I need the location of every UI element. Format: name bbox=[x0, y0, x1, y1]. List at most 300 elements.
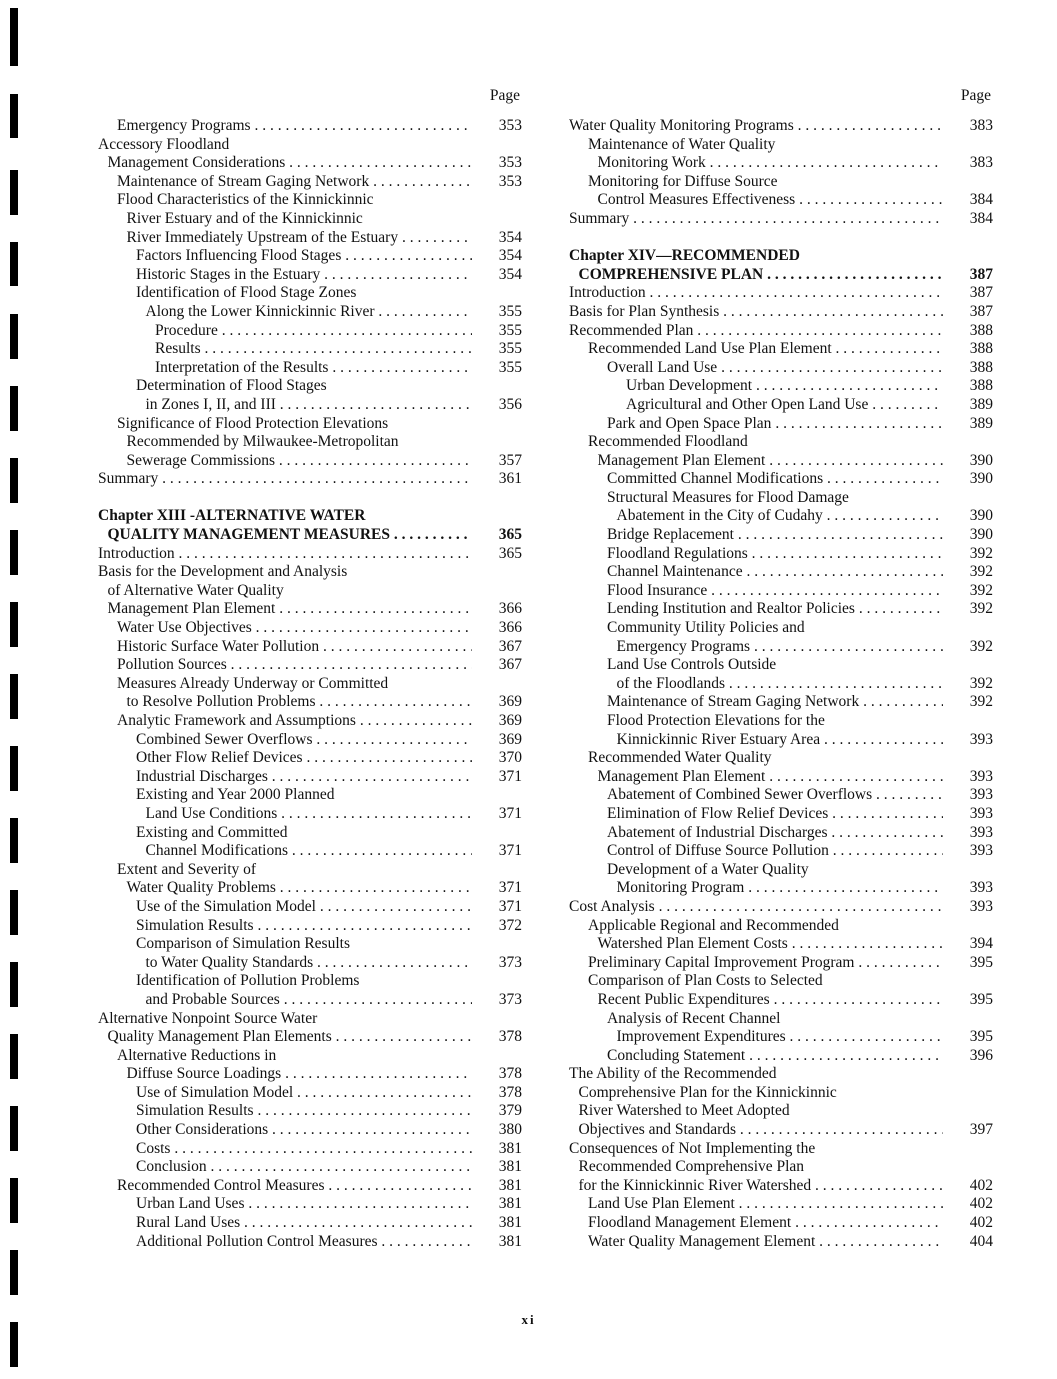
binding-mark bbox=[10, 1250, 18, 1295]
toc-entry-title: Recommended Comprehensive Plan bbox=[578, 1158, 805, 1176]
toc-entry-title: Control Measures Effectiveness . . . bbox=[569, 191, 943, 210]
toc-entry-page: 392 bbox=[949, 545, 993, 564]
toc-entry bbox=[98, 1010, 522, 1029]
toc-entry-page: 393 bbox=[949, 879, 993, 898]
toc-entry bbox=[98, 842, 522, 861]
binding-mark bbox=[10, 170, 18, 215]
toc-entry bbox=[98, 1214, 522, 1233]
toc-entry bbox=[98, 191, 522, 210]
toc-entry bbox=[98, 303, 522, 322]
toc-entry-page: 387 bbox=[949, 266, 993, 285]
toc-entry-title: Introduction . . . bbox=[569, 284, 943, 303]
toc-entry-page: 373 bbox=[478, 991, 522, 1010]
toc-entry-page: 379 bbox=[478, 1102, 522, 1121]
toc-entry-title: Preliminary Capital Improvement Program . . . bbox=[569, 954, 943, 973]
toc-entry-title: of Alternative Water Quality bbox=[107, 581, 284, 599]
binding-mark bbox=[10, 8, 18, 66]
toc-entry-title: Kinnickinnic River Estuary Area . . . bbox=[569, 731, 943, 750]
toc-entry bbox=[569, 731, 993, 750]
toc-entry-title: Recent Public Expenditures . . . bbox=[569, 991, 943, 1010]
toc-entry-title: Diffuse Source Loadings . . . bbox=[98, 1065, 472, 1084]
binding-mark bbox=[10, 458, 18, 503]
toc-entry-page: 397 bbox=[949, 1121, 993, 1140]
toc-entry-page: 395 bbox=[949, 1028, 993, 1047]
page-number: xi bbox=[521, 1312, 536, 1327]
toc-entry bbox=[98, 805, 522, 824]
toc-entry bbox=[569, 507, 993, 526]
toc-entry-page: 402 bbox=[949, 1214, 993, 1233]
toc-entry-title: Flood Characteristics of the Kinnickinnic bbox=[117, 191, 374, 209]
toc-entry bbox=[569, 284, 993, 303]
toc-entry bbox=[98, 898, 522, 917]
toc-entry bbox=[569, 768, 993, 787]
toc-entry-title: Elimination of Flow Relief Devices . . . bbox=[569, 805, 943, 824]
toc-entry bbox=[98, 229, 522, 248]
toc-column-right bbox=[569, 84, 993, 1251]
binding-holes bbox=[10, 0, 24, 1379]
toc-entry bbox=[98, 935, 522, 954]
toc-entry bbox=[98, 991, 522, 1010]
toc-entry-page: 353 bbox=[478, 154, 522, 173]
toc-entry bbox=[569, 805, 993, 824]
toc-entry-page: 388 bbox=[949, 340, 993, 359]
toc-entry-title: Abatement of Industrial Discharges . . . bbox=[569, 824, 943, 843]
toc-entry-page: 393 bbox=[949, 805, 993, 824]
toc-entry-title: Identification of Pollution Problems bbox=[136, 972, 360, 990]
toc-entry bbox=[569, 117, 993, 136]
toc-entry bbox=[98, 1121, 522, 1140]
toc-entry bbox=[98, 1065, 522, 1084]
binding-mark bbox=[10, 1322, 18, 1367]
toc-entry bbox=[569, 210, 993, 229]
binding-mark bbox=[10, 386, 18, 431]
toc-entry bbox=[569, 954, 993, 973]
toc-entry-title: Structural Measures for Flood Damage bbox=[607, 488, 849, 506]
toc-entry bbox=[569, 1140, 993, 1159]
toc-entry bbox=[98, 768, 522, 787]
spacer bbox=[98, 489, 522, 508]
toc-entry-page: 389 bbox=[949, 396, 993, 415]
binding-mark bbox=[10, 530, 18, 575]
toc-entry-title: Urban Land Uses . . . bbox=[98, 1195, 472, 1214]
toc-entry bbox=[569, 675, 993, 694]
toc-entry-title: Analytic Framework and Assumptions . . . bbox=[98, 712, 472, 731]
toc-entry-page: 404 bbox=[949, 1233, 993, 1252]
toc-entry-page: 388 bbox=[949, 377, 993, 396]
toc-entry-title: to Water Quality Standards . . . bbox=[98, 954, 472, 973]
toc-entry-title: and Probable Sources . . . bbox=[98, 991, 472, 1010]
toc-entry bbox=[98, 861, 522, 880]
toc-entry bbox=[98, 1195, 522, 1214]
toc-entry bbox=[569, 1195, 993, 1214]
toc-entry-page: 392 bbox=[949, 582, 993, 601]
binding-mark bbox=[10, 818, 18, 863]
toc-entry-title: Summary . . . bbox=[98, 470, 472, 489]
toc-entry-title: Recommended Water Quality bbox=[588, 749, 772, 767]
toc-entry bbox=[569, 1233, 993, 1252]
toc-entry bbox=[98, 359, 522, 378]
toc-entry bbox=[98, 452, 522, 471]
toc-entry-page: 384 bbox=[949, 191, 993, 210]
toc-entry-title: Land Use Controls Outside bbox=[607, 656, 777, 674]
toc-entry-title: Water Quality Problems . . . bbox=[98, 879, 472, 898]
toc-entry bbox=[569, 693, 993, 712]
toc-entry-title: Industrial Discharges . . . bbox=[98, 768, 472, 787]
toc-entry bbox=[98, 693, 522, 712]
toc-entry-page: 392 bbox=[949, 693, 993, 712]
toc-entry-page: 353 bbox=[478, 173, 522, 192]
binding-mark bbox=[10, 1106, 18, 1151]
toc-entry-page: 381 bbox=[478, 1177, 522, 1196]
toc-entry-page: 353 bbox=[478, 117, 522, 136]
toc-entry bbox=[569, 824, 993, 843]
toc-entry bbox=[98, 1177, 522, 1196]
toc-entry-title: Chapter XIII -ALTERNATIVE WATER bbox=[98, 507, 366, 525]
toc-entry-title: Recommended Control Measures . . . bbox=[98, 1177, 472, 1196]
toc-entry-title: Consequences of Not Implementing the bbox=[569, 1139, 816, 1157]
toc-entry bbox=[569, 136, 993, 155]
toc-entry bbox=[98, 415, 522, 434]
toc-entry bbox=[98, 173, 522, 192]
toc-entry-title: Recommended Plan . . . bbox=[569, 322, 943, 341]
toc-entry-page: 370 bbox=[478, 749, 522, 768]
toc-entry-title: Improvement Expenditures . . . bbox=[569, 1028, 943, 1047]
chapter-heading bbox=[569, 266, 993, 285]
toc-entry-page: 354 bbox=[478, 247, 522, 266]
toc-entry-page: 367 bbox=[478, 656, 522, 675]
toc-entry-title: Comparison of Plan Costs to Selected bbox=[588, 972, 823, 990]
toc-entry bbox=[569, 433, 993, 452]
toc-entry bbox=[569, 191, 993, 210]
toc-entry-title: QUALITY MANAGEMENT MEASURES . . . bbox=[98, 526, 472, 545]
toc-entry-page: 365 bbox=[478, 545, 522, 564]
toc-entry-title: of the Floodlands . . . bbox=[569, 675, 943, 694]
toc-entry-page: 371 bbox=[478, 805, 522, 824]
toc-entry bbox=[98, 972, 522, 991]
toc-entry-page: 402 bbox=[949, 1195, 993, 1214]
toc-entry-page: 387 bbox=[949, 303, 993, 322]
toc-entry-title: Urban Development . . . bbox=[569, 377, 943, 396]
toc-entry-title: Management Plan Element . . . bbox=[98, 600, 472, 619]
toc-entry-title: Basis for the Development and Analysis bbox=[98, 563, 348, 581]
toc-entry bbox=[98, 879, 522, 898]
toc-entry-page: 366 bbox=[478, 600, 522, 619]
toc-entry-title: River Watershed to Meet Adopted bbox=[578, 1102, 790, 1120]
toc-entry-title: Use of the Simulation Model . . . bbox=[98, 898, 472, 917]
toc-entry-page: 378 bbox=[478, 1028, 522, 1047]
toc-entry-title: Monitoring Program . . . bbox=[569, 879, 943, 898]
toc-entry-title: Control of Diffuse Source Pollution . . . bbox=[569, 842, 943, 861]
toc-entry-title: Along the Lower Kinnickinnic River . . . bbox=[98, 303, 472, 322]
toc-entry-title: Sewerage Commissions . . . bbox=[98, 452, 472, 471]
toc-entry-title: Flood Insurance . . . bbox=[569, 582, 943, 601]
toc-entry bbox=[98, 340, 522, 359]
toc-entry bbox=[569, 638, 993, 657]
toc-entry bbox=[98, 600, 522, 619]
toc-entry-page: 393 bbox=[949, 898, 993, 917]
toc-entry-title: Costs . . . bbox=[98, 1140, 472, 1159]
toc-entry bbox=[98, 136, 522, 155]
toc-entry bbox=[569, 563, 993, 582]
toc-entries-left bbox=[98, 117, 522, 1251]
toc-entry-page: 390 bbox=[949, 452, 993, 471]
page-column-header: Page bbox=[960, 87, 991, 104]
toc-entry-page: 394 bbox=[949, 935, 993, 954]
toc-entry-page: 371 bbox=[478, 842, 522, 861]
toc-entry-page: 381 bbox=[478, 1214, 522, 1233]
toc-entry-title: Cost Analysis . . . bbox=[569, 898, 943, 917]
toc-entry-title: Water Quality Monitoring Programs . . . bbox=[569, 117, 943, 136]
toc-entry-title: Procedure . . . bbox=[98, 322, 472, 341]
toc-entry bbox=[569, 452, 993, 471]
toc-entry-title: Factors Influencing Flood Stages . . . bbox=[98, 247, 472, 266]
toc-entry bbox=[569, 1047, 993, 1066]
toc-entry-page: 393 bbox=[949, 731, 993, 750]
toc-entry-title: Concluding Statement . . . bbox=[569, 1047, 943, 1066]
toc-entry-title: Use of Simulation Model . . . bbox=[98, 1084, 472, 1103]
toc-entry bbox=[569, 322, 993, 341]
toc-entry-title: Other Considerations . . . bbox=[98, 1121, 472, 1140]
toc-entry bbox=[98, 470, 522, 489]
toc-entry bbox=[569, 879, 993, 898]
toc-entry bbox=[98, 322, 522, 341]
toc-entry-page: 354 bbox=[478, 229, 522, 248]
binding-mark bbox=[10, 890, 18, 935]
chapter-heading bbox=[98, 526, 522, 545]
toc-entry-page: 378 bbox=[478, 1065, 522, 1084]
toc-entry-title: Recommended Floodland bbox=[588, 433, 748, 451]
binding-mark bbox=[10, 1178, 18, 1223]
toc-entry-title: Emergency Programs . . . bbox=[569, 638, 943, 657]
toc-entry bbox=[98, 377, 522, 396]
toc-entry-title: Extent and Severity of bbox=[117, 860, 257, 878]
toc-entry-title: Agricultural and Other Open Land Use . . . bbox=[569, 396, 943, 415]
toc-entry-title: Community Utility Policies and bbox=[607, 619, 805, 637]
toc-entry-page: 402 bbox=[949, 1177, 993, 1196]
toc-entry-title: Overall Land Use . . . bbox=[569, 359, 943, 378]
toc-entry bbox=[569, 582, 993, 601]
toc-entry-page: 365 bbox=[478, 526, 522, 545]
toc-entry bbox=[98, 1047, 522, 1066]
toc-entry bbox=[569, 991, 993, 1010]
toc-entry-title: Management Plan Element . . . bbox=[569, 768, 943, 787]
toc-entries-right bbox=[569, 117, 993, 1251]
toc-entry bbox=[569, 470, 993, 489]
binding-mark bbox=[10, 746, 18, 791]
toc-entry bbox=[569, 656, 993, 675]
toc-entry bbox=[569, 1028, 993, 1047]
toc-entry bbox=[569, 1121, 993, 1140]
toc-entry bbox=[98, 117, 522, 136]
toc-entry bbox=[569, 712, 993, 731]
toc-entry-page: 390 bbox=[949, 507, 993, 526]
toc-entry-title: Rural Land Uses . . . bbox=[98, 1214, 472, 1233]
toc-entry-page: 395 bbox=[949, 991, 993, 1010]
toc-entry bbox=[569, 972, 993, 991]
toc-entry-page: 396 bbox=[949, 1047, 993, 1066]
toc-entry-title: Watershed Plan Element Costs . . . bbox=[569, 935, 943, 954]
toc-entry bbox=[98, 545, 522, 564]
toc-entry-title: Recommended Land Use Plan Element . . . bbox=[569, 340, 943, 359]
toc-entry-page: 371 bbox=[478, 768, 522, 787]
toc-entry-title: River Immediately Upstream of the Estuary . . . bbox=[98, 229, 472, 248]
toc-entry bbox=[569, 1177, 993, 1196]
toc-entry bbox=[98, 786, 522, 805]
toc-entry bbox=[98, 266, 522, 285]
toc-entry-title: Other Flow Relief Devices . . . bbox=[98, 749, 472, 768]
toc-entry-title: Historic Surface Water Pollution . . . bbox=[98, 638, 472, 657]
toc-entry bbox=[98, 712, 522, 731]
toc-entry-title: COMPREHENSIVE PLAN . . . bbox=[569, 266, 943, 285]
toc-entry-page: 393 bbox=[949, 824, 993, 843]
toc-entry bbox=[569, 935, 993, 954]
binding-mark bbox=[10, 1034, 18, 1079]
toc-entry-title: Measures Already Underway or Committed bbox=[117, 674, 389, 692]
toc-entry-title: Simulation Results . . . bbox=[98, 917, 472, 936]
toc-entry-page: 367 bbox=[478, 638, 522, 657]
toc-entry-page: 389 bbox=[949, 415, 993, 434]
toc-entry bbox=[98, 638, 522, 657]
toc-entry bbox=[569, 619, 993, 638]
toc-entry-title: Quality Management Plan Elements . . . bbox=[98, 1028, 472, 1047]
toc-entry-title: Introduction . . . bbox=[98, 545, 472, 564]
toc-entry-page: 381 bbox=[478, 1233, 522, 1252]
toc-entry bbox=[98, 1084, 522, 1103]
toc-entry-title: Lending Institution and Realtor Policies . . . bbox=[569, 600, 943, 619]
toc-entry-title: Management Plan Element . . . bbox=[569, 452, 943, 471]
toc-entry-page: 395 bbox=[949, 954, 993, 973]
toc-entry bbox=[569, 377, 993, 396]
toc-entry bbox=[98, 396, 522, 415]
toc-entry-title: Conclusion . . . bbox=[98, 1158, 472, 1177]
toc-entry-page: 355 bbox=[478, 340, 522, 359]
toc-entry-title: Maintenance of Water Quality bbox=[588, 135, 776, 153]
toc-entry-title: Applicable Regional and Recommended bbox=[588, 916, 839, 934]
toc-entry-page: 392 bbox=[949, 600, 993, 619]
toc-entry bbox=[569, 545, 993, 564]
toc-entry bbox=[569, 917, 993, 936]
toc-entry bbox=[98, 563, 522, 582]
toc-entry-page: 372 bbox=[478, 917, 522, 936]
toc-entry-title: in Zones I, II, and III . . . bbox=[98, 396, 472, 415]
toc-entry-page: 366 bbox=[478, 619, 522, 638]
toc-entry bbox=[98, 210, 522, 229]
toc-entry bbox=[98, 284, 522, 303]
toc-entry bbox=[98, 731, 522, 750]
toc-entry bbox=[98, 656, 522, 675]
toc-entry-title: Emergency Programs . . . bbox=[98, 117, 472, 136]
toc-entry-title: Monitoring for Diffuse Source bbox=[588, 172, 778, 190]
toc-entry-page: 381 bbox=[478, 1140, 522, 1159]
toc-entry bbox=[569, 340, 993, 359]
toc-entry-page: 383 bbox=[949, 117, 993, 136]
toc-entry-page: 393 bbox=[949, 768, 993, 787]
toc-entry-title: Bridge Replacement . . . bbox=[569, 526, 943, 545]
toc-entry bbox=[569, 898, 993, 917]
toc-entry-page: 355 bbox=[478, 359, 522, 378]
binding-mark bbox=[10, 674, 18, 719]
toc-entry-title: Land Use Conditions . . . bbox=[98, 805, 472, 824]
toc-entry bbox=[98, 247, 522, 266]
toc-entry-page: 369 bbox=[478, 693, 522, 712]
toc-entry bbox=[98, 1102, 522, 1121]
toc-entry-title: Identification of Flood Stage Zones bbox=[136, 284, 357, 302]
toc-entry-title: Water Use Objectives . . . bbox=[98, 619, 472, 638]
toc-entry bbox=[98, 619, 522, 638]
toc-entry-page: 371 bbox=[478, 898, 522, 917]
toc-entry-page: 381 bbox=[478, 1158, 522, 1177]
toc-entry-title: Abatement of Combined Sewer Overflows . . . bbox=[569, 786, 943, 805]
toc-entry-page: 390 bbox=[949, 470, 993, 489]
toc-entry-title: Existing and Committed bbox=[136, 823, 288, 841]
toc-entry bbox=[98, 1233, 522, 1252]
toc-entry-title: Summary . . . bbox=[569, 210, 943, 229]
toc-entry-page: 361 bbox=[478, 470, 522, 489]
toc-entry-title: Comprehensive Plan for the Kinnickinnic bbox=[578, 1083, 837, 1101]
toc-entry-title: Floodland Regulations . . . bbox=[569, 545, 943, 564]
toc-entry bbox=[569, 1158, 993, 1177]
toc-entry bbox=[98, 675, 522, 694]
toc-entry-title: Alternative Nonpoint Source Water bbox=[98, 1009, 318, 1027]
toc-entry-title: Monitoring Work . . . bbox=[569, 154, 943, 173]
toc-entry-page: 355 bbox=[478, 303, 522, 322]
toc-entry-title: Land Use Plan Element . . . bbox=[569, 1195, 943, 1214]
toc-entry-title: River Estuary and of the Kinnickinnic bbox=[126, 209, 363, 227]
toc-entry-title: Objectives and Standards . . . bbox=[569, 1121, 943, 1140]
toc-entry-page: 373 bbox=[478, 954, 522, 973]
toc-entry-page: 371 bbox=[478, 879, 522, 898]
toc-entry bbox=[569, 489, 993, 508]
toc-entry-page: 387 bbox=[949, 284, 993, 303]
spacer bbox=[569, 229, 993, 248]
toc-entry-page: 354 bbox=[478, 266, 522, 285]
toc-entry bbox=[569, 526, 993, 545]
toc-entry bbox=[569, 154, 993, 173]
toc-entry-page: 392 bbox=[949, 638, 993, 657]
toc-entry bbox=[569, 303, 993, 322]
toc-column-left bbox=[98, 84, 522, 1251]
toc-entry-page: 381 bbox=[478, 1195, 522, 1214]
toc-entry-title: Basis for Plan Synthesis . . . bbox=[569, 303, 943, 322]
toc-entry bbox=[98, 917, 522, 936]
toc-entry-title: for the Kinnickinnic River Watershed . . . bbox=[569, 1177, 943, 1196]
chapter-heading bbox=[569, 247, 993, 266]
toc-entry-title: Floodland Management Element . . . bbox=[569, 1214, 943, 1233]
page-column-header: Page bbox=[489, 87, 520, 104]
chapter-heading bbox=[98, 507, 522, 526]
toc-entry bbox=[569, 842, 993, 861]
toc-entry bbox=[569, 786, 993, 805]
toc-entry bbox=[569, 1102, 993, 1121]
binding-mark bbox=[10, 602, 18, 647]
toc-entry-title: Committed Channel Modifications . . . bbox=[569, 470, 943, 489]
toc-entry bbox=[569, 861, 993, 880]
toc-entry-title: Combined Sewer Overflows . . . bbox=[98, 731, 472, 750]
toc-entry-title: Chapter XIV—RECOMMENDED bbox=[569, 247, 800, 265]
toc-entry bbox=[98, 1140, 522, 1159]
toc-entry-title: Park and Open Space Plan . . . bbox=[569, 415, 943, 434]
toc-entry bbox=[569, 749, 993, 768]
toc-entry-title: Management Considerations . . . bbox=[98, 154, 472, 173]
toc-entry-title: Alternative Reductions in bbox=[117, 1046, 277, 1064]
toc-entry-page: 378 bbox=[478, 1084, 522, 1103]
toc-entry-page: 384 bbox=[949, 210, 993, 229]
toc-entry bbox=[98, 954, 522, 973]
toc-entry-page: 383 bbox=[949, 154, 993, 173]
toc-entry-title: Accessory Floodland bbox=[98, 135, 230, 153]
toc-entry-title: Results . . . bbox=[98, 340, 472, 359]
toc-entry bbox=[98, 824, 522, 843]
